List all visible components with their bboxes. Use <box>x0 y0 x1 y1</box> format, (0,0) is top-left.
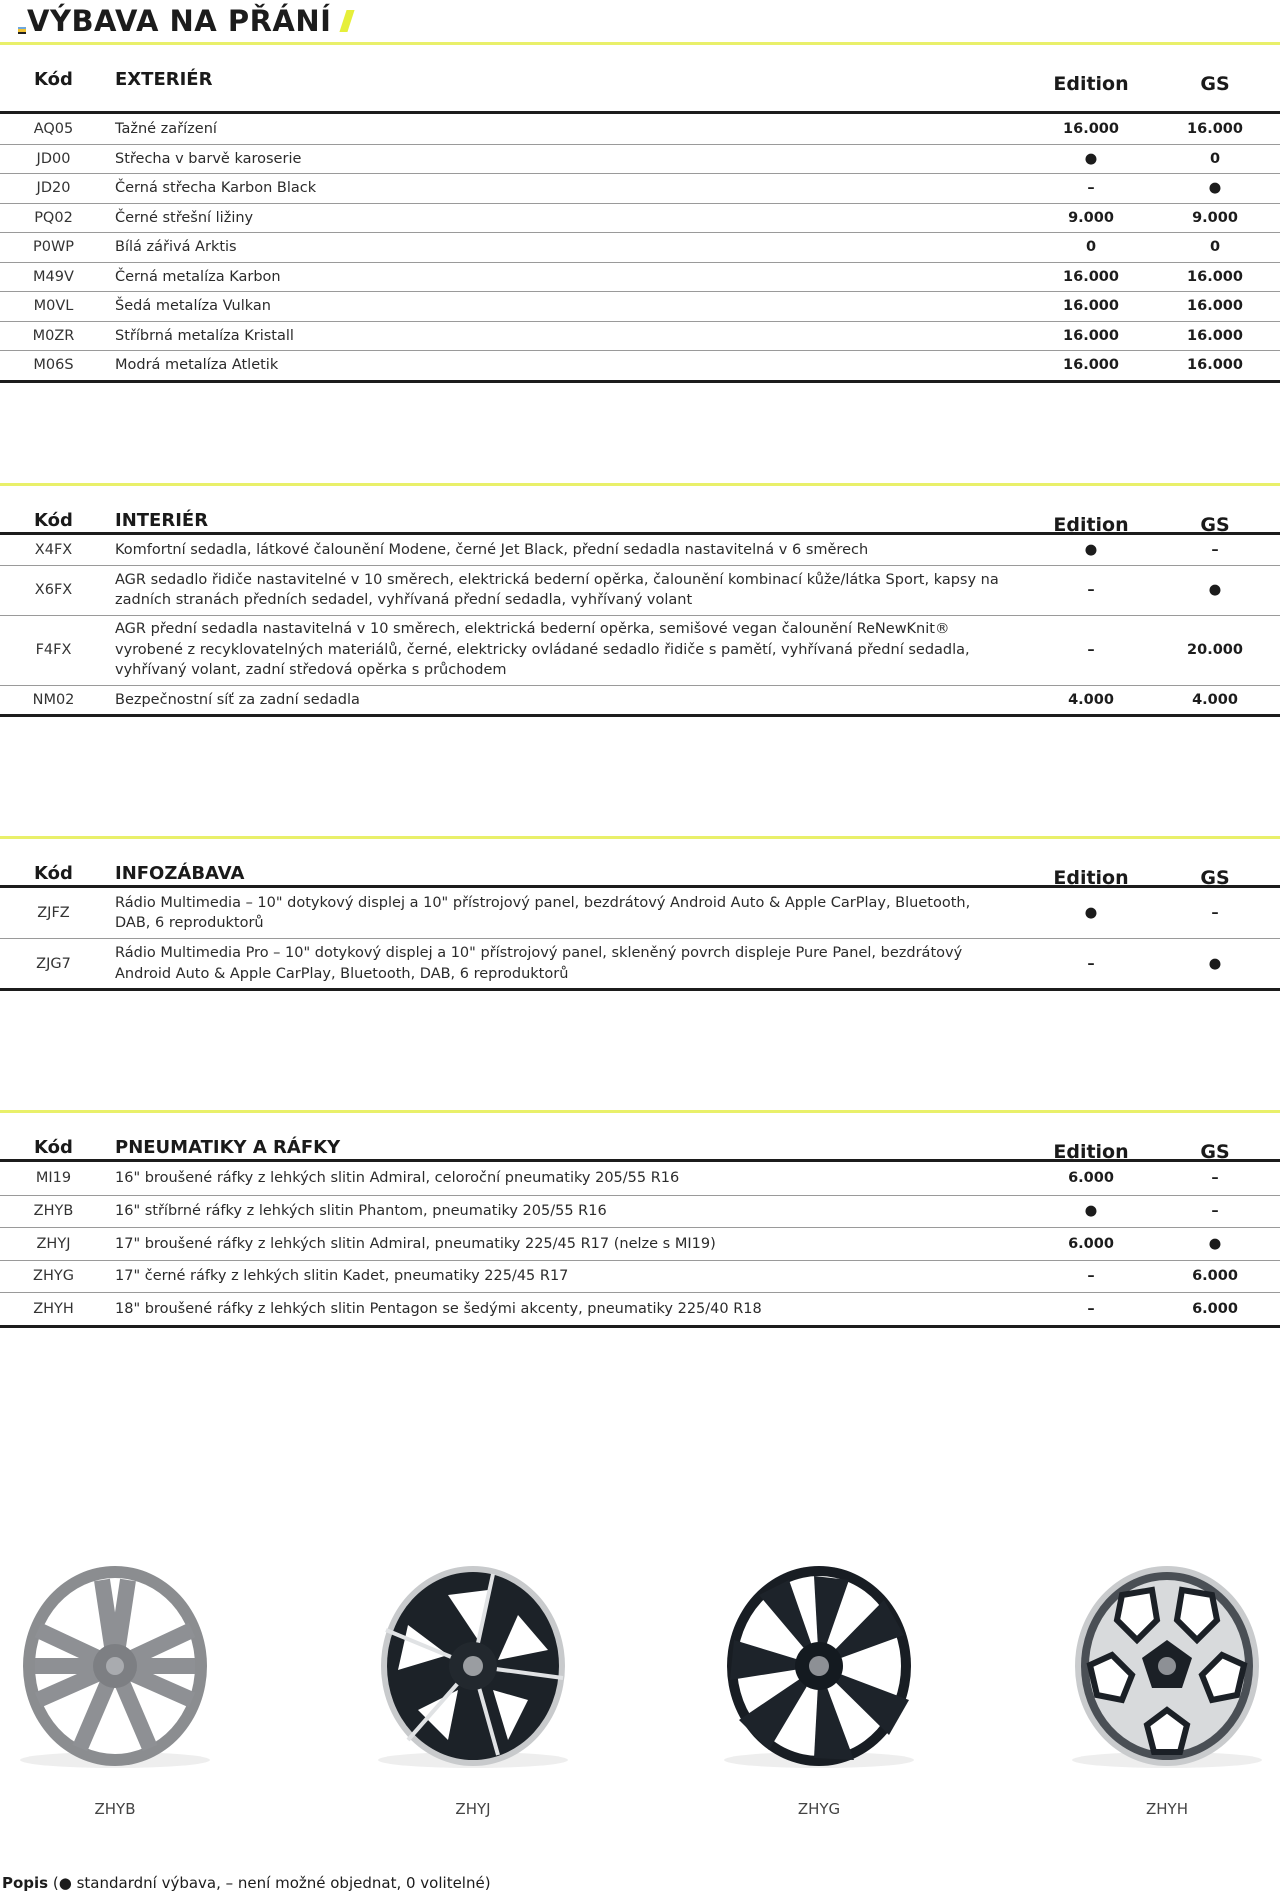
options-table <box>0 885 1280 991</box>
section-header <box>0 57 1280 103</box>
gs-value: ● <box>1208 1235 1222 1252</box>
edition-value: 16.000 <box>1063 357 1119 374</box>
page-title <box>18 0 351 38</box>
edition-value: – <box>1087 955 1095 972</box>
option-description: Modrá metalíza Atletik <box>115 357 279 373</box>
option-description: Černá střecha Karbon Black <box>115 180 317 196</box>
option-code: F4FX <box>35 642 72 658</box>
gs-value: ● <box>1208 180 1222 197</box>
col-header-gs: GS <box>1200 1141 1230 1163</box>
option-code: X4FX <box>34 541 73 558</box>
option-code: ZJG7 <box>36 955 71 972</box>
option-code: ZHYH <box>33 1300 74 1317</box>
edition-value: ● <box>1084 1203 1098 1220</box>
gs-value: 4.000 <box>1192 691 1238 708</box>
legend-label: Popis <box>2 1874 49 1892</box>
table-row <box>0 144 1280 174</box>
wheel-gallery <box>0 1560 1280 1830</box>
option-code: M49V <box>33 268 74 285</box>
option-code: AQ05 <box>33 120 74 137</box>
gs-value: – <box>1211 1203 1219 1220</box>
option-description: 16" stříbrné ráfky z lehkých slitin Phantom, pneumatiky 205/55 R16 <box>115 1203 607 1219</box>
wheel-item <box>358 1560 588 1818</box>
edition-value: ● <box>1084 150 1098 167</box>
option-description: AGR přední sedadla nastavitelná v 10 směrech, elektrická bederní opěrka, semišové vegan čalounění ReNewKnit® vyrobené z recyklovatelných materiálů, černé, elektricky ovládané sedadlo řidiče s pamětí, vyhřívaná přední sedadla, vyhřívaný volant, zadní středová opěrka s průchodem <box>115 621 970 679</box>
col-header-gs: GS <box>1200 867 1230 889</box>
table-row <box>0 203 1280 233</box>
gs-value: – <box>1211 1170 1219 1187</box>
option-description: Komfortní sedadla, látkové čalounění Modene, černé Jet Black, přední sedadla nastavitelná v 6 směrech <box>115 541 869 558</box>
edition-value: ● <box>1084 905 1098 921</box>
table-row <box>0 888 1280 938</box>
options-table <box>0 111 1280 383</box>
option-code: P0WP <box>32 239 75 256</box>
option-code: ZJFZ <box>37 905 70 921</box>
wheel-bicolor-5-spoke-icon <box>368 1560 578 1775</box>
edition-value: 6.000 <box>1068 1235 1114 1252</box>
table-row <box>0 1195 1280 1228</box>
section-divider <box>0 1110 1280 1113</box>
edition-value: – <box>1087 642 1095 658</box>
wheel-item <box>704 1560 934 1818</box>
legend <box>2 1874 491 1892</box>
option-description: Rádio Multimedia Pro – 10" dotykový displej a 10" přístrojový panel, skleněný povrch displeje Pure Panel, bezdrátový Android Auto & Apple CarPlay, Bluetooth, DAB, 6 reproduktorů <box>115 945 963 982</box>
table-row <box>0 114 1280 144</box>
col-header-edition: Edition <box>1053 514 1129 536</box>
col-header-code: Kód <box>34 1137 73 1158</box>
edition-value: 6.000 <box>1068 1170 1114 1187</box>
gs-value: 16.000 <box>1187 268 1243 285</box>
options-table <box>0 1159 1280 1328</box>
gs-value: 0 <box>1209 150 1221 167</box>
edition-value: ● <box>1084 541 1098 558</box>
wheel-bicolor-pentagon-icon <box>1062 1560 1272 1775</box>
option-code: M0VL <box>33 298 74 315</box>
option-code: ZHYJ <box>36 1235 71 1252</box>
gs-value: ● <box>1208 955 1222 972</box>
wheel-code: ZHYG <box>797 1800 841 1818</box>
wheel-item <box>0 1560 230 1818</box>
edition-value: 16.000 <box>1063 120 1119 137</box>
option-code: JD00 <box>36 150 71 167</box>
col-header-code: Kód <box>34 69 73 90</box>
edition-value: 4.000 <box>1068 691 1114 708</box>
col-header-gs: GS <box>1200 73 1230 95</box>
section-title: INTERIÉR <box>115 510 209 531</box>
gs-value: – <box>1211 541 1219 558</box>
col-header-gs: GS <box>1200 514 1230 536</box>
edition-value: – <box>1087 180 1095 197</box>
table-row <box>0 535 1280 565</box>
legend-text: (● standardní výbava, – není možné objednat, 0 volitelné) <box>52 1874 491 1892</box>
table-row <box>0 938 1280 988</box>
edition-value: 16.000 <box>1063 327 1119 344</box>
option-code: X6FX <box>34 582 73 598</box>
option-description: Bezpečnostní síť za zadní sedadla <box>115 691 360 708</box>
section-divider <box>0 42 1280 45</box>
gs-value: 16.000 <box>1187 357 1243 374</box>
options-table <box>0 532 1280 717</box>
table-row <box>0 1260 1280 1293</box>
table-row <box>0 350 1280 380</box>
option-description: Šedá metalíza Vulkan <box>115 298 271 314</box>
option-description: 16" broušené ráfky z lehkých slitin Admiral, celoroční pneumatiky 205/55 R16 <box>115 1170 680 1186</box>
table-row <box>0 173 1280 203</box>
edition-value: 16.000 <box>1063 298 1119 315</box>
gs-value: 6.000 <box>1192 1268 1238 1285</box>
option-code: PQ02 <box>34 209 73 226</box>
option-code: NM02 <box>32 691 75 708</box>
table-row <box>0 615 1280 685</box>
edition-value: – <box>1087 1268 1095 1285</box>
option-description: 18" broušené ráfky z lehkých slitin Pentagon se šedými akcenty, pneumatiky 225/40 R18 <box>115 1300 762 1317</box>
gs-value: – <box>1211 905 1219 921</box>
gs-value: 9.000 <box>1192 209 1238 226</box>
option-description: Černá metalíza Karbon <box>115 268 281 285</box>
edition-value: 9.000 <box>1068 209 1114 226</box>
table-row <box>0 262 1280 292</box>
gs-value: 16.000 <box>1187 298 1243 315</box>
table-row <box>0 1292 1280 1325</box>
section-divider <box>0 483 1280 486</box>
option-code: M0ZR <box>32 327 75 344</box>
wheel-code: ZHYJ <box>455 1800 491 1818</box>
option-code: ZHYG <box>33 1268 74 1285</box>
gs-value: 16.000 <box>1187 120 1243 137</box>
gs-value: 6.000 <box>1192 1300 1238 1317</box>
col-header-code: Kód <box>34 510 73 531</box>
gs-value: 20.000 <box>1187 642 1243 658</box>
option-description: Střecha v barvě karoserie <box>115 150 302 167</box>
wheel-code: ZHYB <box>94 1800 136 1818</box>
gs-value: ● <box>1208 582 1222 598</box>
section-title: INFOZÁBAVA <box>115 863 245 884</box>
col-header-edition: Edition <box>1053 73 1129 95</box>
col-header-code: Kód <box>34 863 73 884</box>
option-code: M06S <box>33 357 74 374</box>
wheel-silver-10-spoke-icon <box>10 1560 220 1775</box>
edition-value: 0 <box>1085 239 1097 256</box>
table-row <box>0 232 1280 262</box>
option-description: Rádio Multimedia – 10" dotykový displej a 10" přístrojový panel, bezdrátový Android Auto & Apple CarPlay, Bluetooth, DAB, 6 reproduktorů <box>115 894 971 931</box>
section-title: EXTERIÉR <box>115 69 213 90</box>
gs-value: 16.000 <box>1187 327 1243 344</box>
table-row <box>0 565 1280 615</box>
table-row <box>0 291 1280 321</box>
option-description: 17" černé ráfky z lehkých slitin Kadet, pneumatiky 225/45 R17 <box>115 1268 569 1284</box>
edition-value: 16.000 <box>1063 268 1119 285</box>
page-title-text: VÝBAVA NA PŘÁNÍ <box>27 4 332 38</box>
wheel-black-turbine-icon <box>714 1560 924 1775</box>
edition-value: – <box>1087 582 1095 598</box>
option-description: AGR sedadlo řidiče nastavitelné v 10 směrech, elektrická bederní opěrka, čalounění kombinací kůže/látka Sport, kapsy na zadních stranách předních sedadel, vyhřívaná přední sedadla, vyhřívaný volant <box>115 571 999 608</box>
col-header-edition: Edition <box>1053 867 1129 889</box>
option-description: Černé střešní ližiny <box>115 209 254 226</box>
col-header-edition: Edition <box>1053 1141 1129 1163</box>
option-description: Tažné zařízení <box>115 120 217 137</box>
wheel-item <box>1052 1560 1280 1818</box>
option-description: Bílá zářivá Arktis <box>115 239 237 255</box>
option-description: 17" broušené ráfky z lehkých slitin Admiral, pneumatiky 225/45 R17 (nelze s MI19) <box>115 1235 716 1252</box>
option-code: JD20 <box>36 180 71 197</box>
gs-value: 0 <box>1209 239 1221 256</box>
section-title: PNEUMATIKY A RÁFKY <box>115 1137 341 1158</box>
table-row <box>0 1227 1280 1260</box>
table-row <box>0 1162 1280 1195</box>
table-row <box>0 685 1280 715</box>
option-code: ZHYB <box>33 1203 74 1220</box>
option-code: MI19 <box>35 1170 72 1187</box>
option-description: Stříbrná metalíza Kristall <box>115 327 294 344</box>
table-row <box>0 321 1280 351</box>
wheel-code: ZHYH <box>1146 1800 1188 1818</box>
color-mark-icon <box>18 27 26 34</box>
accent-slash-icon <box>340 10 355 32</box>
section-divider <box>0 836 1280 839</box>
edition-value: – <box>1087 1300 1095 1317</box>
